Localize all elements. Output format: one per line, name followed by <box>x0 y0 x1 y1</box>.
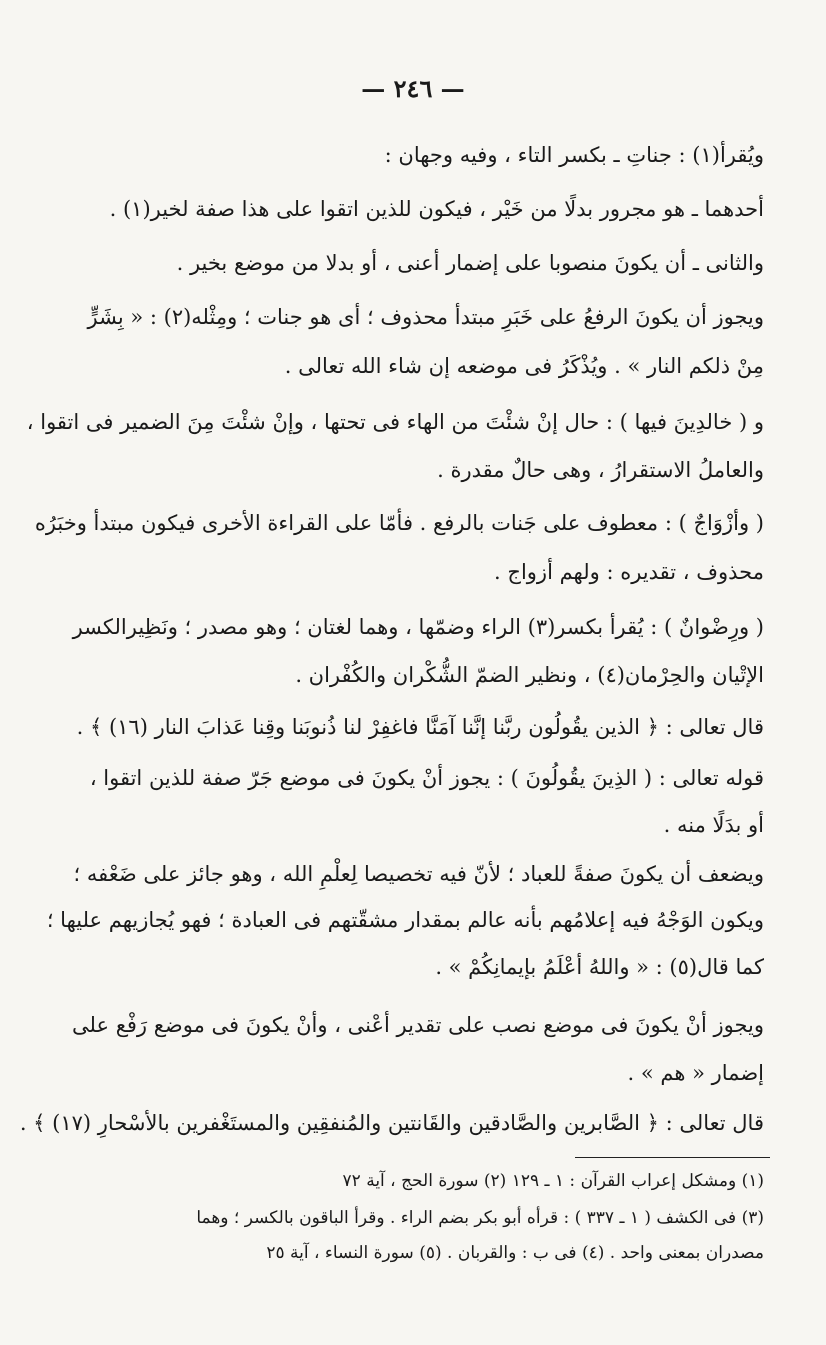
text-line: أو بدَلًا منه . <box>663 813 764 837</box>
text-line: مِنْ ذلكم النار » . ويُذْكَرُ فى موضعه إن شاء الله تعالى . <box>284 354 764 378</box>
text-line: أحدهما ـ هو مجرور بدلًا من خَيْر ، فيكون للذين اتقوا على هذا صفة لخير(١) . <box>109 197 764 221</box>
text-line: إضمار « هم » . <box>627 1061 764 1085</box>
text-line: الإتْيان والحِرْمان(٤) ، ونظير الضمّ الشُّكْران والكُفْران . <box>295 663 764 687</box>
text-line: ويجوز أن يكونَ الرفعُ على خَبَرِ مبتدأ محذوف ؛ أى هو جنات ؛ ومِثْله(٢) : « بِشَرٍّ <box>87 305 764 329</box>
text-line: ( وأزْوَاجٌ ) : معطوف على جَنات بالرفع . فأمّا على القراءة الأخرى فيكون مبتدأ وخبَرُه <box>34 511 764 535</box>
text-line: ويجوز أنْ يكونَ فى موضع نصب على تقدير أعْنى ، وأنْ يكونَ فى موضع رَفْع على <box>72 1013 764 1037</box>
page-number: — ٢٤٦ — <box>361 74 465 103</box>
text-line: قال تعالى : ﴿ الذين يقُولُون ربَّنا إنَّنا آمَنَّا فاغفِرْ لنا ذُنوبَنا وقِنا عَذابَ النار (١٦) ﴾ . <box>76 715 764 739</box>
text-line: و ( خالدِينَ فيها ) : حال إنْ شئْتَ من الهاء فى تحتها ، وإنْ شئْتَ مِنَ الضمير فى اتقوا ، <box>26 410 764 434</box>
footnote-line: (٣) فى الكشف ( ١ ـ ٣٣٧ ) : قرأه أبو بكر بضم الراء . وقرأ الباقون بالكسر ؛ وهما <box>196 1208 764 1228</box>
text-line: والعاملُ الاستقرارُ ، وهى حالٌ مقدرة . <box>437 458 764 482</box>
text-line: ويُقرأ(١) : جناتِ ـ بكسر التاء ، وفيه وجهان : <box>384 143 764 167</box>
footnote-line: (١) ومشكل إعراب القرآن : ١ ـ ١٢٩ (٢) سورة الحج ، آية ٧٢ <box>342 1171 764 1191</box>
text-line: والثانى ـ أن يكونَ منصوبا على إضمار أعنى ، أو بدلا من موضع بخير . <box>176 251 764 275</box>
text-line: قوله تعالى : ( الذِينَ يقُولُونَ ) : يجوز أنْ يكونَ فى موضع جَرّ صفة للذين اتقوا ، <box>89 766 764 790</box>
text-line: ويضعف أن يكونَ صفةً للعباد ؛ لأنّ فيه تخصيصا لِعلْمِ الله ، وهو جائز على ضَعْفه ؛ <box>73 862 764 886</box>
text-line: كما قال(٥) : « واللهُ أعْلَمُ بإيمانِكُمْ » . <box>435 955 764 979</box>
text-line: قال تعالى : ﴿ الصَّابرين والصَّادقين والقَانتين والمُنفقِين والمستَغْفرين بالأسْحارِ (١٧) ﴾ . <box>19 1111 764 1135</box>
text-line: ويكون الوَجْهُ فيه إعلامُهم بأنه عالم بمقدار مشقّتهم فى العبادة ؛ فهو يُجازيهم عليها ؛ <box>46 908 764 932</box>
footnote-divider <box>575 1157 770 1158</box>
text-line: ( ورِضْوانٌ ) : يُقرأ بكسر(٣) الراء وضمّها ، وهما لغتان ؛ وهو مصدر ؛ ونَظِيرالكسر <box>72 615 764 639</box>
text-line: محذوف ، تقديره : ولهم أزواج . <box>494 560 764 584</box>
footnote-line: مصدران بمعنى واحد . (٤) فى ب : والقربان . (٥) سورة النساء ، آية ٢٥ <box>266 1243 764 1263</box>
